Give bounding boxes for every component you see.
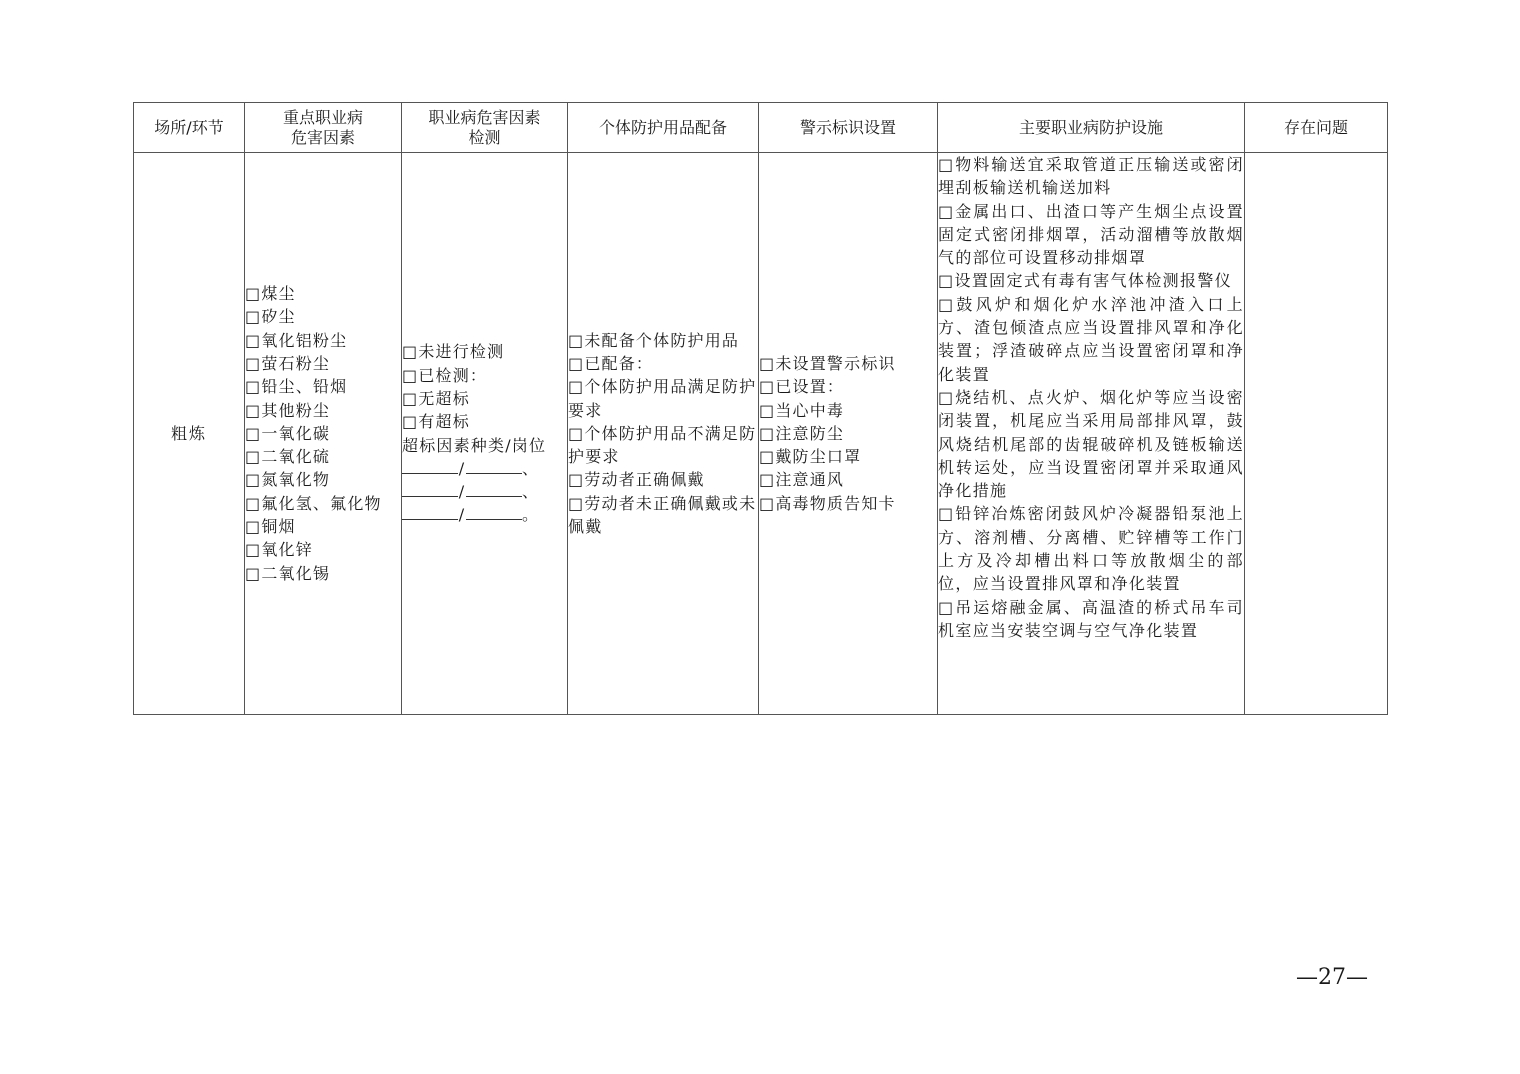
problems-cell[interactable] [1245,153,1388,715]
header-text: 检测 [468,127,501,147]
hazard-option[interactable]: □铅尘、铅烟 [245,377,348,397]
ppe-option[interactable]: □劳动者未正确佩戴或未佩戴 [568,493,757,537]
header-problems [1245,103,1388,153]
detection-cell [402,153,568,715]
sign-option[interactable]: □未设置警示标识 [759,353,896,373]
fill-in-line[interactable] [402,503,567,526]
facility-option[interactable]: □设置固定式有毒有害气体检测报警仪 [938,271,1233,291]
fill-ending: 、 [522,482,540,502]
hazard-option[interactable]: □氧化锌 [245,540,313,560]
place-cell: 粗炼 [134,153,245,715]
hazard-option[interactable]: □氮氧化物 [245,470,331,490]
sign-option[interactable]: □当心中毒 [759,400,845,420]
header-text: 场所/环节 [154,117,224,137]
fill-separator: / [458,458,466,478]
header-text: 重点职业病 [282,107,363,127]
facility-option[interactable]: □金属出口、出渣口等产生烟尘点设置固定式密闭排烟罩，活动溜槽等放散烟气的部位可设置移动排烟罩 [938,201,1244,268]
fill-in-line[interactable] [402,457,567,480]
ppe-option[interactable]: □个体防护用品不满足防护要求 [568,423,757,467]
hazard-option[interactable]: □氧化铝粉尘 [245,330,348,350]
ppe-option[interactable]: □劳动者正确佩戴 [568,470,705,490]
fill-ending: 、 [522,458,540,478]
ppe-cell [568,153,759,715]
ppe-option[interactable]: □未配备个体防护用品 [568,330,740,350]
hazard-option[interactable]: □一氧化碳 [245,423,331,443]
inspection-table [133,102,1388,715]
sign-option[interactable]: □注意防尘 [759,423,845,443]
header-ppe [568,103,759,153]
facility-option[interactable]: □吊运熔融金属、高温渣的桥式吊车司机室应当安装空调与空气净化装置 [938,597,1244,640]
header-hazards [245,103,402,153]
fill-ending: 。 [522,505,540,525]
exceed-factor-label: 超标因素种类/岗位 [402,435,547,455]
hazard-option[interactable]: □氟化氢、氟化物 [245,493,382,513]
hazards-cell [245,153,402,715]
header-text: 个体防护用品配备 [598,117,727,137]
fill-in-line[interactable] [402,480,567,503]
hazard-option[interactable]: □二氧化锡 [245,563,331,583]
hazard-option[interactable]: □矽尘 [245,307,296,327]
header-text: 主要职业病防护设施 [1018,117,1163,137]
header-facilities [938,103,1245,153]
facility-option[interactable]: □物料输送宜采取管道正压输送或密闭埋刮板输送机输送加料 [938,155,1244,198]
header-text: 存在问题 [1283,117,1348,137]
ppe-option[interactable]: □已配备： [568,353,654,373]
facility-option[interactable]: □烧结机、点火炉、烟化炉等应当设密闭装置，机尾应当采用局部排风罩，鼓风烧结机尾部的齿辊破碎机及链板输送机转运处，应当设置密闭罩并采取通风净化措施 [938,387,1244,501]
facility-option[interactable]: □铅锌冶炼密闭鼓风炉冷凝器铅泵池上方、溶剂槽、分离槽、贮锌槽等工作门上方及冷却槽出料口等放散烟尘的部位，应当设置排风罩和净化装置 [938,504,1244,594]
table-row [134,153,1388,715]
sign-option[interactable]: □注意通风 [759,470,845,490]
ppe-option[interactable]: □个体防护用品满足防护要求 [568,377,757,420]
hazard-option[interactable]: □煤尘 [245,284,296,304]
sign-option[interactable]: □戴防尘口罩 [759,447,862,467]
page-number: —27— [1296,965,1368,990]
signs-cell [759,153,938,715]
fill-separator: / [458,505,466,525]
header-signs [759,103,938,153]
fill-separator: / [458,482,466,502]
header-row [134,103,1388,153]
header-text: 警示标识设置 [799,117,896,137]
facilities-cell [938,153,1245,715]
header-text: 职业病危害因素 [428,107,541,127]
hazard-option[interactable]: □二氧化硫 [245,447,331,467]
detection-option[interactable]: □未进行检测 [402,342,505,362]
facility-option[interactable]: □鼓风炉和烟化炉水淬池冲渣入口上方、渣包倾渣点应当设置排风罩和净化装置；浮渣破碎点应当设置密闭罩和净化装置 [938,294,1244,384]
header-detection [402,103,568,153]
header-place [134,103,245,153]
header-text: 危害因素 [290,127,355,147]
hazard-option[interactable]: □萤石粉尘 [245,353,331,373]
sign-option[interactable]: □已设置： [759,377,845,397]
detection-option[interactable]: □有超标 [402,412,470,432]
hazard-option[interactable]: □其他粉尘 [245,400,331,420]
detection-option[interactable]: □已检测： [402,365,488,385]
sign-option[interactable]: □高毒物质告知卡 [759,493,896,513]
detection-option[interactable]: □无超标 [402,388,470,408]
hazard-option[interactable]: □铜烟 [245,517,296,537]
